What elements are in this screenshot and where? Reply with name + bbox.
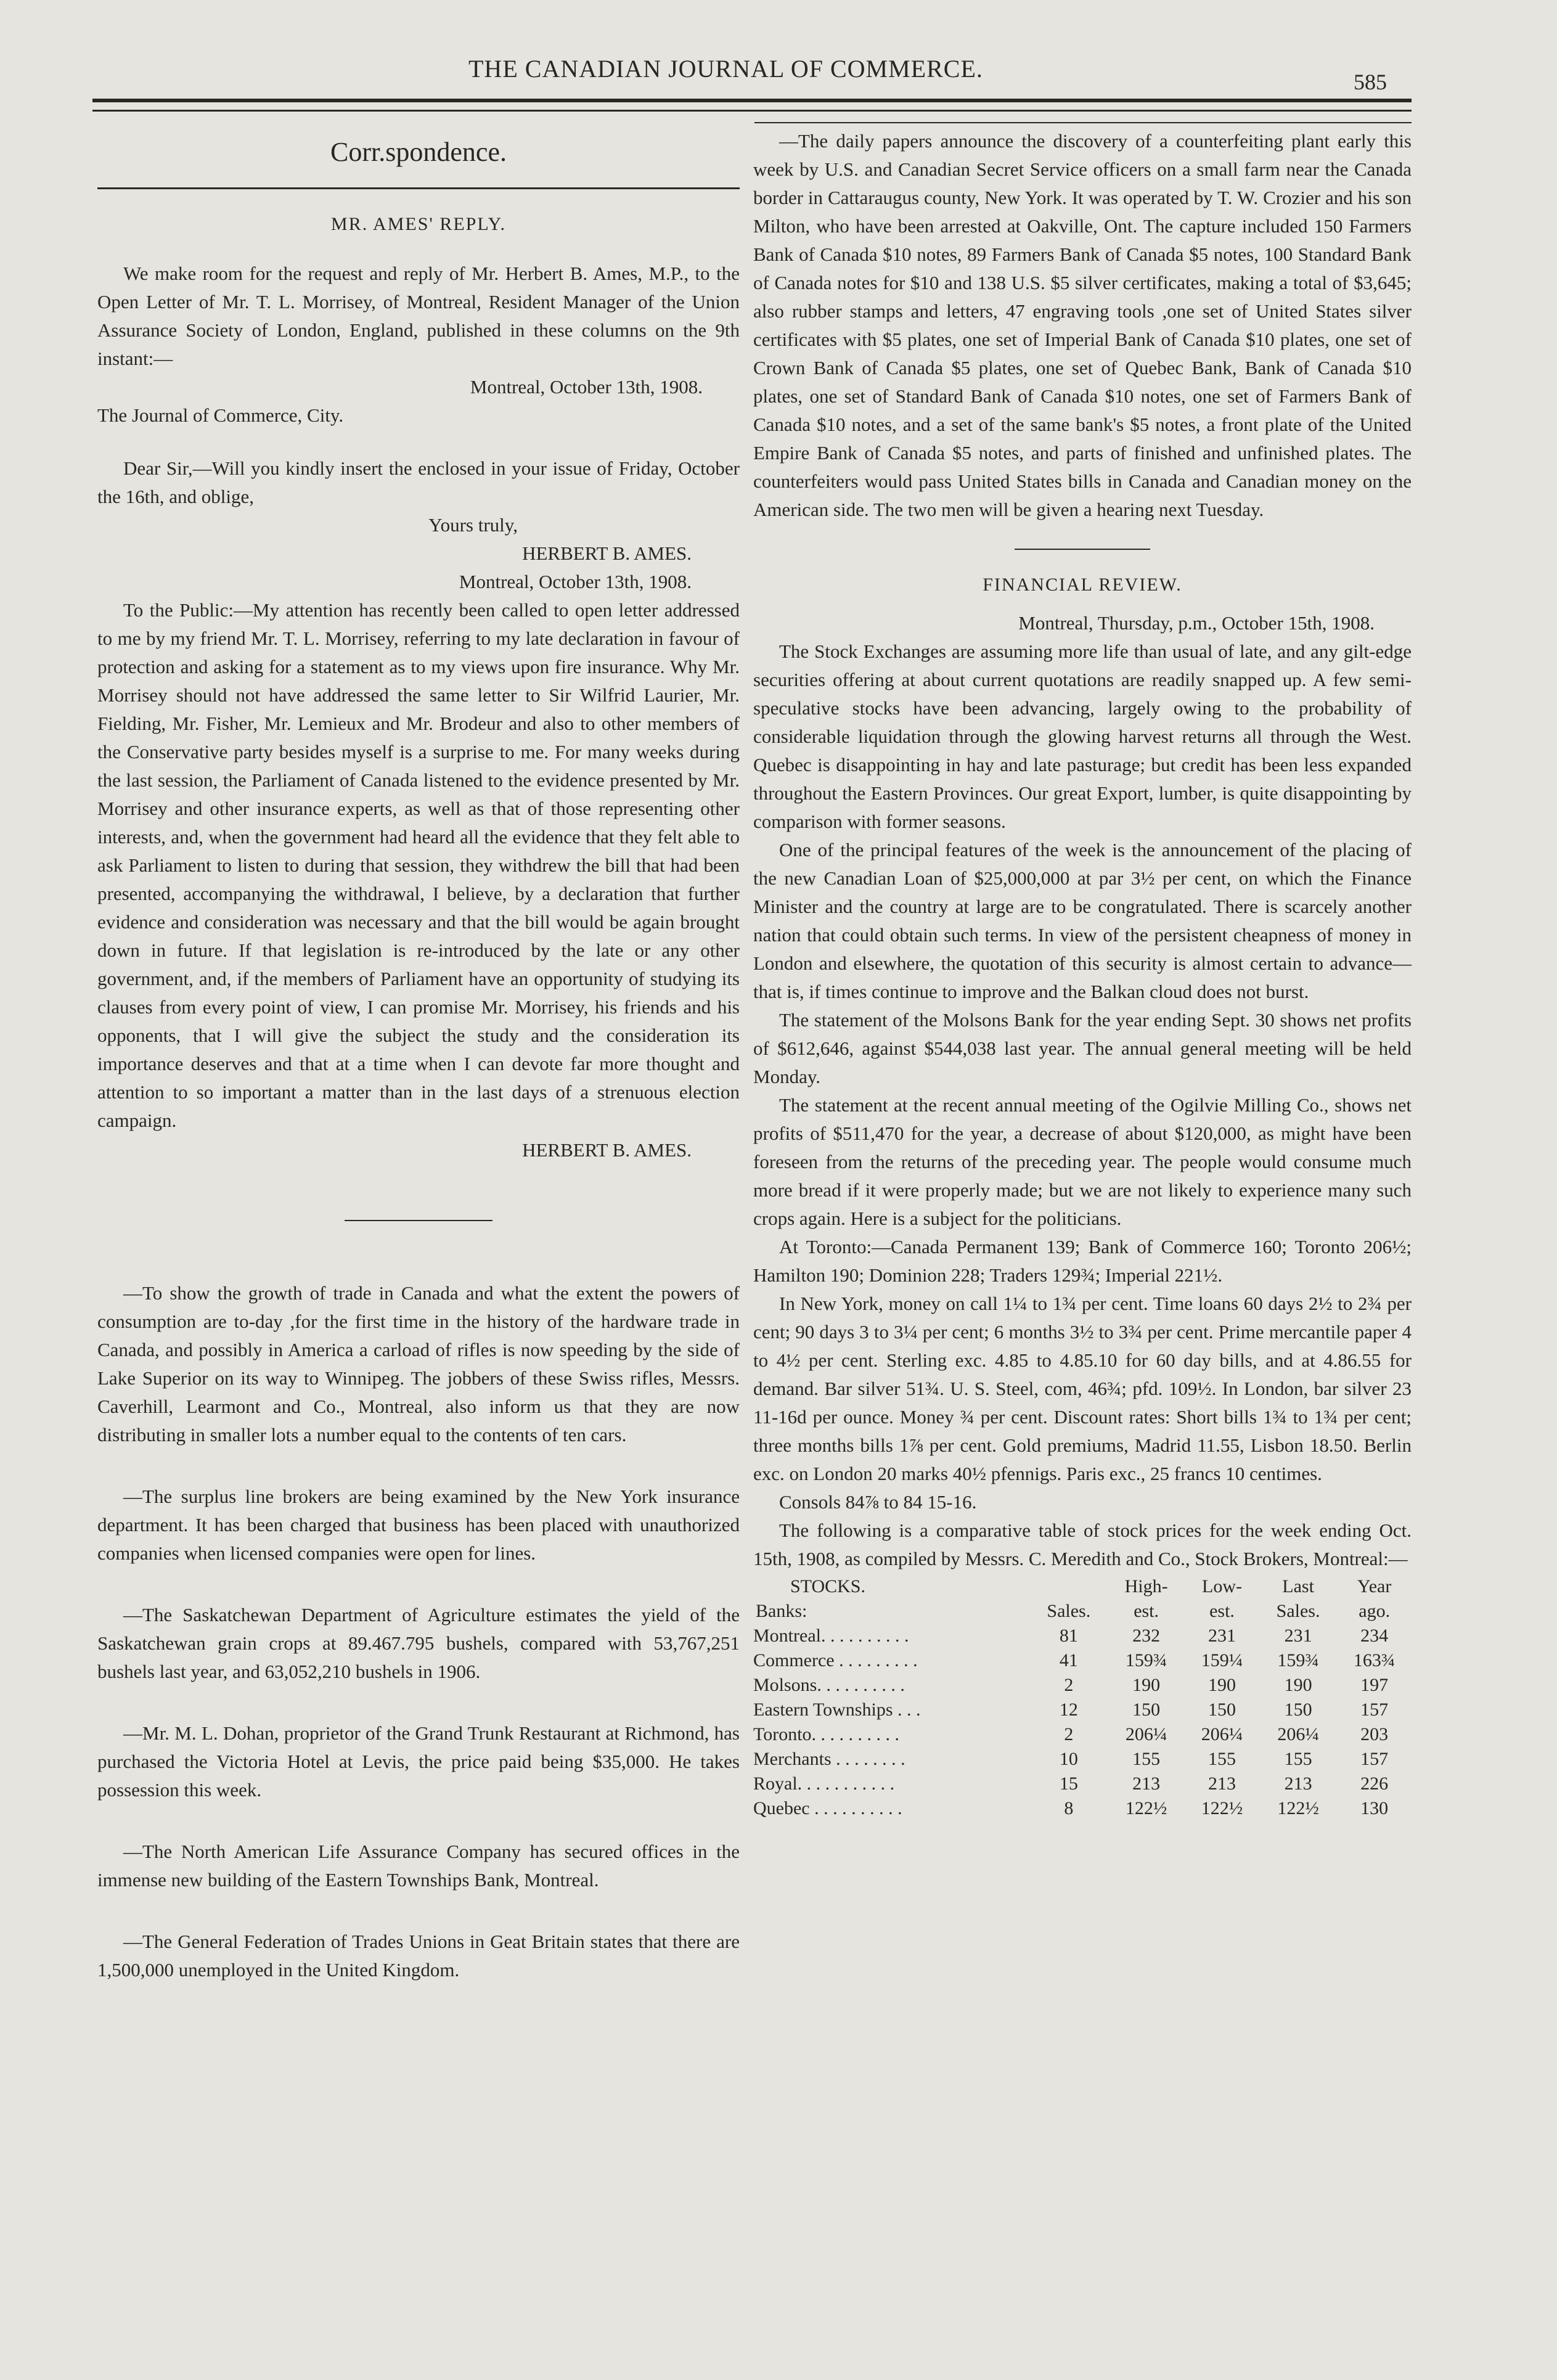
- news-brief: —Mr. M. L. Dohan, proprietor of the Grand Trunk Restaurant at Richmond, has purchased the Victoria Hotel at Levis, the price paid being $35,000. He takes possession this week.: [97, 1722, 740, 1801]
- cell-last: 122½: [1277, 1798, 1319, 1818]
- table-row: [753, 1796, 1412, 1821]
- bank-name: Royal. . . . . . . . . . .: [753, 1773, 895, 1794]
- bank-name: Commerce . . . . . . . . .: [753, 1650, 918, 1670]
- table-row: [753, 1648, 1412, 1673]
- article-paragraph: One of the principal features of the week is the announcement of the placing of the new Canadian Loan of $25,000,000 at par 3½ per cent, on which the Finance Minister and the country at large are to be congratulated. There is scarcely another nation that could obtain such terms. In view of the persistent cheapness of money in London and elsewhere, the quotation of this security is almost certain to advance—that is, if times continue to improve and the Balkan cloud does not burst.: [753, 839, 1412, 1002]
- cell-year: 234: [1360, 1626, 1389, 1646]
- article-paragraph: We make room for the request and reply of Mr. Herbert B. Ames, M.P., to the Open Letter of Mr. T. L. Morrisey, of Montreal, Resident Manager of the Union Assurance Society of London, England, published in these columns on the 9th instant:—: [97, 263, 740, 369]
- addressee: The Journal of Commerce, City.: [97, 404, 344, 426]
- left-column: [97, 127, 740, 1984]
- header-rule: [92, 99, 1412, 102]
- cell-high: 213: [1132, 1773, 1161, 1794]
- cell-sales: 2: [1064, 1724, 1074, 1744]
- news-brief: —The General Federation of Trades Unions in Geat Britain states that there are 1,500,000 unemployed in the United Kingdom.: [97, 1931, 740, 1981]
- cell-last: 206¼: [1277, 1724, 1319, 1744]
- cell-year: 130: [1360, 1798, 1389, 1818]
- banks-label: Banks:: [756, 1601, 807, 1621]
- stock-table-header: [753, 1574, 1412, 1624]
- cell-year: 157: [1360, 1749, 1389, 1769]
- article-paragraph: The statement of the Molsons Bank for the year ending Sept. 30 shows net profits of $612,646, against $544,038 last year. The annual general meeting will be held Monday.: [753, 1009, 1412, 1087]
- cell-low: 150: [1208, 1699, 1236, 1720]
- bank-name: Molsons. . . . . . . . . .: [753, 1675, 905, 1695]
- signature: HERBERT B. AMES.: [522, 542, 692, 564]
- cell-low: 159¼: [1201, 1650, 1243, 1670]
- cell-last: 150: [1284, 1699, 1312, 1720]
- cell-high: 155: [1132, 1749, 1161, 1769]
- header-rule: [92, 110, 1412, 112]
- table-row: [753, 1624, 1412, 1648]
- stocks-label: STOCKS.: [790, 1576, 865, 1597]
- cell-low: 231: [1208, 1626, 1236, 1646]
- article-title: FINANCIAL REVIEW.: [983, 575, 1182, 595]
- bank-name: Toronto. . . . . . . . . .: [753, 1724, 900, 1744]
- page-number: 585: [1354, 70, 1387, 94]
- right-column: [753, 127, 1412, 1821]
- cell-high: 232: [1132, 1626, 1161, 1646]
- cell-year: 197: [1360, 1675, 1389, 1695]
- column-header: Year ago.: [1357, 1576, 1392, 1621]
- bank-name: Merchants . . . . . . . .: [753, 1749, 905, 1769]
- cell-sales: 12: [1059, 1699, 1078, 1720]
- cell-sales: 10: [1059, 1749, 1078, 1769]
- article-paragraph: The following is a comparative table of stock prices for the week ending Oct. 15th, 1908, as compiled by Messrs. C. Meredith and Co., Stock Brokers, Montreal:—: [753, 1519, 1412, 1569]
- header-rule: [754, 122, 1412, 123]
- table-row: [753, 1722, 1412, 1747]
- running-head: THE CANADIAN JOURNAL OF COMMERCE.: [468, 55, 983, 83]
- cell-sales: 81: [1059, 1626, 1078, 1646]
- cell-year: 226: [1360, 1773, 1389, 1794]
- column-header: Low- est.: [1202, 1576, 1242, 1621]
- stock-table: [753, 1574, 1412, 1821]
- column-header: Sales.: [1047, 1601, 1091, 1621]
- cell-last: 190: [1284, 1675, 1312, 1695]
- bank-name: Montreal. . . . . . . . . .: [753, 1626, 909, 1646]
- article-paragraph: At Toronto:—Canada Permanent 139; Bank of Commerce 160; Toronto 206½; Hamilton 190; Dominion 228; Traders 129¾; Imperial 221½.: [753, 1236, 1412, 1286]
- section-rule: [97, 187, 740, 189]
- news-brief: —To show the growth of trade in Canada and what the extent the powers of consumption are to-day ,for the first time in the history of the hardware trade in Canada, and possibly in America a carload of rifles is now speeding by the side of Lake Superior on its way to Winnipeg. The jobbers of these Swiss rifles, Messrs. Caverhill, Learmont and Co., Montreal, also inform us that they are now distributing in smaller lots a number equal to the contents of ten cars.: [97, 1282, 740, 1446]
- cell-last: 159¾: [1277, 1650, 1319, 1670]
- cell-year: 203: [1360, 1724, 1389, 1744]
- article-title: MR. AMES' REPLY.: [331, 214, 506, 234]
- news-brief: —The surplus line brokers are being examined by the New York insurance department. It has been charged that business has been placed with unauthorized companies when licensed companies were open for lines.: [97, 1486, 740, 1564]
- cell-high: 122½: [1125, 1798, 1167, 1818]
- closing: Yours truly,: [428, 514, 518, 536]
- dateline: Montreal, October 13th, 1908.: [459, 571, 692, 592]
- table-row: [753, 1747, 1412, 1772]
- cell-low: 190: [1208, 1675, 1236, 1695]
- table-row: [753, 1673, 1412, 1698]
- table-row: [753, 1772, 1412, 1796]
- cell-year: 157: [1360, 1699, 1389, 1720]
- article-paragraph: The Stock Exchanges are assuming more life than usual of late, and any gilt-edge securities offering at about current quotations are readily snapped up. A few semi-speculative stocks have been advancing, largely owing to the probability of considerable liquidation through the glowing harvest returns all through the West. Quebec is disappointing in hay and late pasturage; but credit has been less expanded throughout the Eastern Provinces. Our great Export, lumber, is quite disappointing by comparison with former seasons.: [753, 640, 1412, 832]
- news-brief: —The daily papers announce the discovery of a counterfeiting plant early this week by U.S. and Canadian Secret Service officers on a small farm near the Canada border in Cattaraugus county, New York. It was operated by T. W. Crozier and his son Milton, who have been arrested at Oakville, Ont. The capture included 150 Farmers Bank of Canada $10 notes, 89 Farmers Bank of Canada $5 notes, 100 Standard Bank of Canada notes for $10 and 138 U.S. $5 silver certificates, making a total of $3,645; also rubber stamps and letters, 47 engraving tools ,one set of United States silver certificates with $5 plates, one set of Imperial Bank of Canada $10 plates, one set of Crown Bank of Canada $5 plates, one set of Quebec Bank, Bank of Canada $10 plates, one set of Standard Bank of Canada $10 notes, one set of Farmers Bank of Canada $10 notes, and a set of the same bank's $5 notes, a front plate of the United Empire Bank of Canada $5 notes, and parts of finished and unfinished plates. The counterfeiters would pass United States bills in Canada and Canadian money on the American side. The two men will be given a hearing next Tuesday.: [753, 130, 1412, 520]
- cell-sales: 41: [1059, 1650, 1078, 1670]
- cell-year: 163¾: [1353, 1650, 1396, 1670]
- cell-last: 213: [1284, 1773, 1312, 1794]
- dateline: Montreal, Thursday, p.m., October 15th, 1908.: [1018, 612, 1375, 634]
- cell-low: 155: [1208, 1749, 1236, 1769]
- table-row: [753, 1698, 1412, 1722]
- separator-rule: [345, 1220, 492, 1221]
- article-paragraph: In New York, money on call 1¼ to 1¾ per cent. Time loans 60 days 2½ to 2¾ per cent; 90 days 3 to 3¼ per cent; 6 months 3½ to 3¾ per cent. Prime mercantile paper 4 to 4½ per cent. Sterling exc. 4.85 to 4.85.10 for 60 day bills, and at 4.86.55 for demand. Bar silver 51¾. U. S. Steel, com, 46¾; pfd. 109½. In London, bar silver 23 11-16d per ounce. Money ¾ per cent. Discount rates: Short bills 1¾ to 1¾ per cent; three months bills 1⅞ per cent. Gold premiums, Madrid 11.55, Lisbon 18.50. Berlin exc. on London 20 marks 40½ pfennigs. Paris exc., 25 francs 10 centimes.: [753, 1293, 1412, 1484]
- article-paragraph: Consols 84⅞ to 84 15-16.: [779, 1491, 977, 1513]
- cell-last: 231: [1284, 1626, 1312, 1646]
- stock-table-body: [753, 1624, 1412, 1821]
- cell-sales: 2: [1064, 1675, 1074, 1695]
- signature: HERBERT B. AMES.: [522, 1139, 692, 1161]
- separator-rule: [1015, 549, 1150, 550]
- stock-table-label-cell: [753, 1574, 1030, 1624]
- cell-high: 190: [1132, 1675, 1161, 1695]
- bank-name: Quebec . . . . . . . . . .: [753, 1798, 902, 1818]
- news-brief: —The North American Life Assurance Company has secured offices in the immense new building of the Eastern Townships Bank, Montreal.: [97, 1841, 740, 1891]
- dateline: Montreal, October 13th, 1908.: [470, 376, 703, 398]
- section-heading: Corr.spondence.: [330, 137, 507, 167]
- article-paragraph: To the Public:—My attention has recently been called to open letter addressed to me by my friend Mr. T. L. Morrisey, referring to my late declaration in favour of protection and asking for a statement as to my views upon fire insurance. Why Mr. Morrisey should not have addressed the same letter to Sir Wilfrid Laurier, Mr. Fielding, Mr. Fisher, Mr. Lemieux and Mr. Brodeur and also to other members of the Conservative party besides myself is a surprise to me. For many weeks during the last session, the Parliament of Canada listened to the evidence presented by Mr. Morrisey and other insurance experts, as well as that of those representing other interests, and, when the government had heard all the evidence that they felt able to ask Parliament to listen to during that session, they withdrew the bill that had been presented, accompanying the withdrawal, I believe, by a declaration that further evidence and consideration was necessary and that the bill would be again brought down in future. If that legislation is re-introduced by the late or any other government, and, if the members of Parliament have an opportunity of studying its clauses from every point of view, I can promise Mr. Morrisey, his friends and his opponents, that I will give the subject the study and the consideration its importance deserves and that at a time when I can devote far more thought and attention to so important a matter than in the last days of a strenuous election campaign.: [97, 599, 740, 1131]
- bank-name: Eastern Townships . . .: [753, 1699, 921, 1720]
- cell-sales: 15: [1059, 1773, 1078, 1794]
- cell-low: 122½: [1201, 1798, 1243, 1818]
- news-brief: —The Saskatchewan Department of Agriculture estimates the yield of the Saskatchewan grain crops at 89.467.795 bushels, compared with 53,767,251 bushels last year, and 63,052,210 bushels in 1906.: [97, 1604, 740, 1682]
- cell-last: 155: [1284, 1749, 1312, 1769]
- cell-sales: 8: [1064, 1798, 1074, 1818]
- column-header: High- est.: [1124, 1576, 1168, 1621]
- cell-low: 206¼: [1201, 1724, 1243, 1744]
- article-paragraph: Dear Sir,—Will you kindly insert the enclosed in your issue of Friday, October the 16th, and oblige,: [97, 457, 740, 507]
- cell-high: 159¾: [1125, 1650, 1167, 1670]
- column-header: Last Sales.: [1276, 1576, 1320, 1621]
- cell-high: 150: [1132, 1699, 1161, 1720]
- article-paragraph: The statement at the recent annual meeting of the Ogilvie Milling Co., shows net profits of $511,470 for the year, a decrease of about $120,000, as might have been foreseen from the returns of the preceding year. The people would consume much more bread if it were properly made; but we are not likely to experience many such crops again. Here is a subject for the politicians.: [753, 1094, 1412, 1229]
- cell-high: 206¼: [1125, 1724, 1167, 1744]
- cell-low: 213: [1208, 1773, 1236, 1794]
